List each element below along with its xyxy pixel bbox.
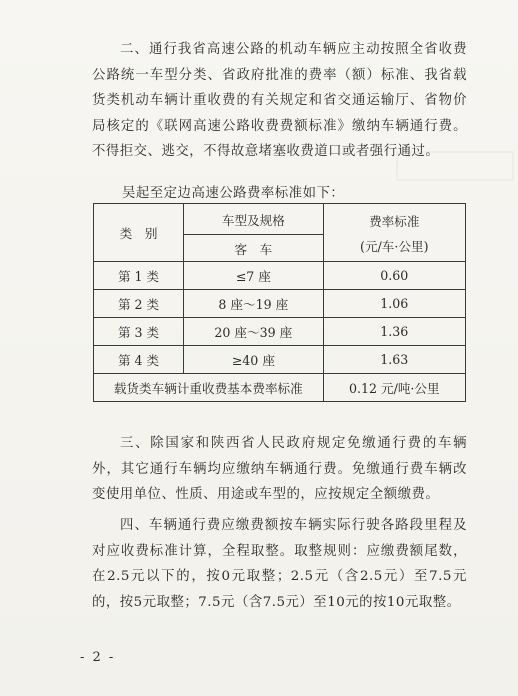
table-row bbox=[94, 318, 466, 346]
header-rate-unit: (元/车·公里) bbox=[360, 238, 429, 254]
row-rate: 1.36 bbox=[323, 318, 465, 346]
header-category: 类 别 bbox=[94, 204, 184, 262]
header-spec: 车型及规格 bbox=[184, 204, 323, 235]
row-spec: 8 座～19 座 bbox=[184, 290, 323, 318]
truck-rate-row bbox=[94, 374, 466, 402]
truck-rate-value: 0.12 元/吨·公里 bbox=[323, 374, 465, 402]
row-category: 第 2 类 bbox=[94, 290, 184, 318]
row-rate: 0.60 bbox=[323, 262, 465, 290]
header-rate bbox=[323, 204, 465, 262]
table-caption: 吴起至定边高速公路费率标准如下： bbox=[122, 186, 345, 201]
row-category: 第 4 类 bbox=[94, 346, 184, 374]
table-row bbox=[94, 262, 466, 290]
row-spec: 20 座～39 座 bbox=[184, 318, 323, 346]
header-vehicle: 客 车 bbox=[184, 235, 323, 262]
paragraph-two: 二、通行我省高速公路的机动车辆应主动按照全省收费公路统一车型分类、省政府批准的费率（额）标准、我省载货类机动车辆计重收费的有关规定和省交通运输厅、省物价局核定的《联网高速公路收费费额标准》缴纳车辆通行费。不得拒交、逃交，不得故意堵塞收费道口或者强行通过。 bbox=[92, 42, 467, 160]
row-rate: 1.63 bbox=[323, 346, 465, 374]
row-category: 第 1 类 bbox=[94, 262, 184, 290]
row-spec: ≥40 座 bbox=[184, 346, 323, 374]
paragraph-four: 四、车辆通行费应缴费额按车辆实际行驶各路段里程及对应收费标准计算，全程取整。取整规则：应缴费额尾数，在2.5元以下的，按0元取整；2.5元（含2.5元）至7.5元的，按5元取整；7.5元（含7.5元）至10元的按10元取整。 bbox=[92, 518, 467, 610]
truck-rate-label: 载货类车辆计重收费基本费率标准 bbox=[94, 374, 324, 402]
rate-table bbox=[93, 203, 466, 402]
header-rate-title: 费率标准 bbox=[369, 213, 420, 229]
row-rate: 1.06 bbox=[323, 290, 465, 318]
table-row bbox=[94, 290, 466, 318]
table-header-row-1 bbox=[94, 204, 466, 235]
page-number: - 2 - bbox=[80, 650, 116, 665]
paragraph-three: 三、除国家和陕西省人民政府规定免缴通行费的车辆外，其它通行车辆均应缴纳车辆通行费。免缴通行费车辆改变使用单位、性质、用途或车型的，应按规定全额缴费。 bbox=[92, 436, 467, 503]
table-row bbox=[94, 346, 466, 374]
row-category: 第 3 类 bbox=[94, 318, 184, 346]
row-spec: ≤7 座 bbox=[184, 262, 323, 290]
